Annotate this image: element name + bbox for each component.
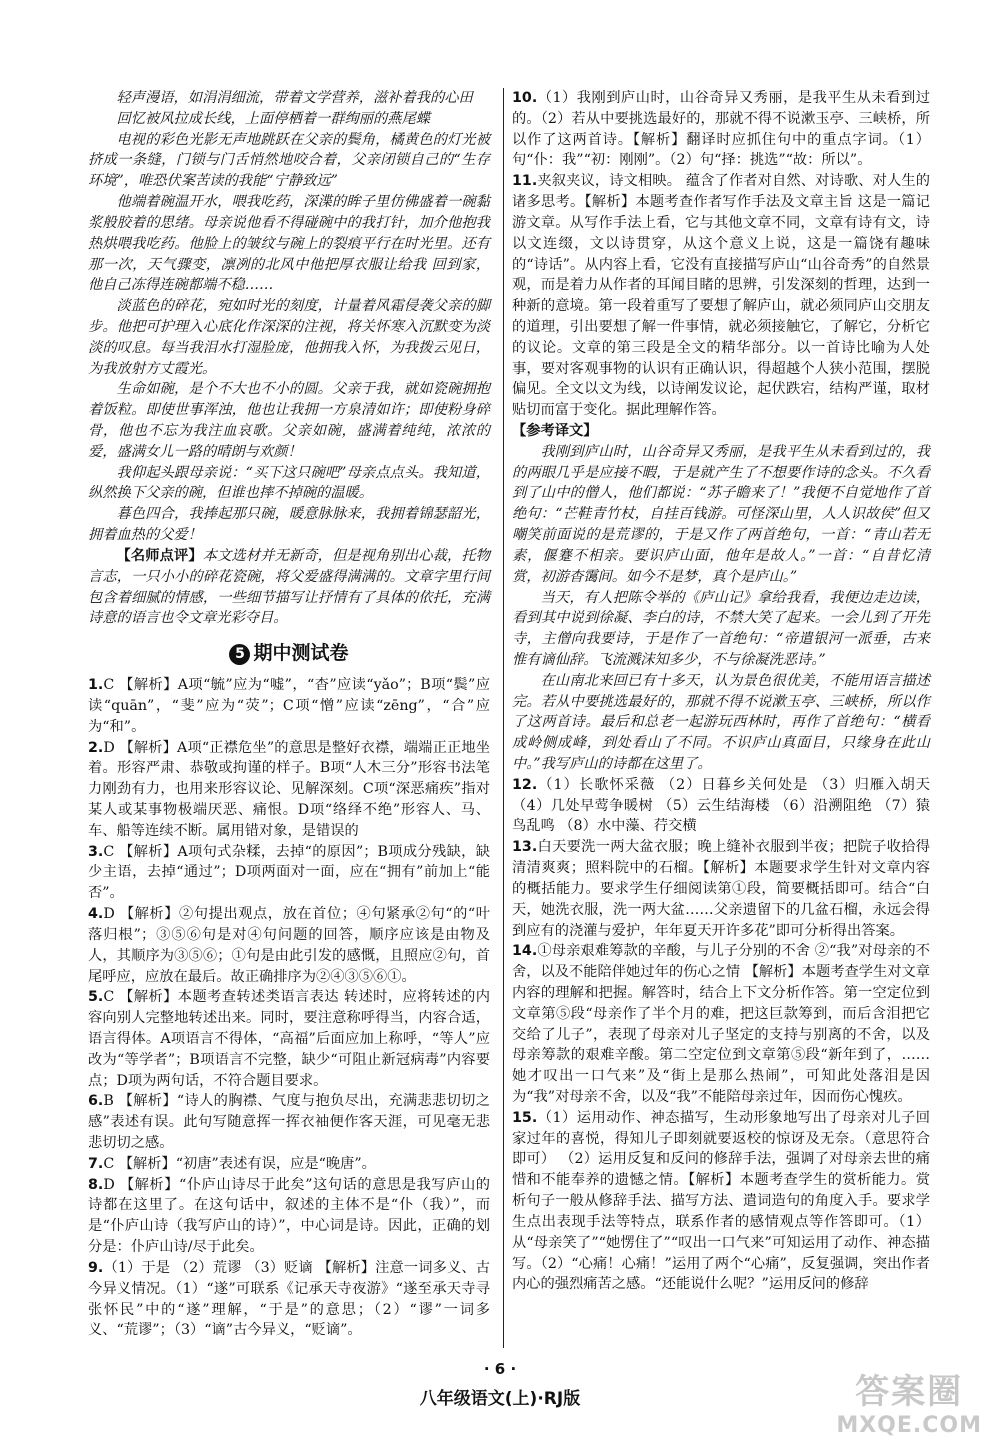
answer-item: [512, 941, 930, 1108]
answer-item: [88, 738, 490, 842]
answer-text: C 【解析】“初唐”表述有误，应是“晚唐”。: [103, 1155, 376, 1172]
answer-number: 14.: [512, 943, 538, 960]
paragraph: 淡蓝色的碎花，宛如时光的刻度，计量着风霜侵袭父亲的脚步。他把可护理入心底化作深深的注视，将关怀寒入沉默变为淡淡的叹息。每当我泪水打湿脸庞，他拥我入怀，为我拨云见日，为我放射方丈霞光。: [88, 298, 490, 377]
answer-list-right-bottom: [512, 775, 930, 1295]
essay: [88, 88, 490, 546]
answer-number: 3.: [88, 843, 104, 860]
answer-list-left: [88, 675, 490, 1341]
answer-number: 9.: [88, 1259, 104, 1276]
answer-number: 11.: [512, 173, 538, 190]
answer-text: D 【解析】“仆庐山诗尽于此矣”这句话的意思是我写庐山的诗都在这里了。在这句话中，叙述的主体不是“仆（我）”，而是“仆庐山诗（我写庐山的诗）”，中心词是诗。因此，正确的划分是：仆庐山诗/尽于此矣。: [88, 1176, 490, 1256]
reference-translation: [512, 442, 930, 775]
paragraph: 电视的彩色光影无声地跳跃在父亲的鬓角，橘黄色的灯光被挤成一条缝，门锁与门舌悄然地咬合着，父亲闭锁自己的“生存环境”，唯恐伏案苦读的我能“宁静致远”: [88, 131, 490, 190]
answer-item: [88, 842, 490, 904]
answer-text: ①母亲艰难筹款的辛酸，与儿子分别的不舍 ②“我”对母亲的不舍，以及不能陪伴她过年的伤心之情 【解析】本题考查学生对文章内容的理解和把握。解答时，结合上下文分析作答。第一空定位到文章第⑤段“母亲作了半个月的难，把这巨款筹到，而后含泪把它交给了儿子”，表现了母亲对儿子坚定的支持与别离的不舍，以及母亲筹款的艰难辛酸。第二空定位到文章第⑤段“新年到了，……她才叹出一口气来”及“街上是那么热闹”，可知此处落泪是因为“我”对母亲不舍，以及“我”不能陪母亲过年，因而伤心愧疚。: [512, 943, 930, 1105]
answer-number: 13.: [512, 839, 538, 856]
answer-item: [88, 1154, 490, 1175]
watermark: [836, 1364, 982, 1438]
left-column: [88, 88, 490, 1341]
answer-text: （1）我刚到庐山时，山谷奇异又秀丽，是我平生从未看到过的。（2）若从中要挑选最好的，那就不得不说漱玉亭、三峡桥，所以作了这两首诗。【解析】翻译时应抓住句中的重点字词。（1）句“仆：我”“初：刚刚”。（2）句“择：挑选”“故：所以”。: [512, 90, 930, 169]
answer-text: （1）运用动作、神态描写，生动形象地写出了母亲对儿子回家过年的喜悦，得知儿子即刻就要返校的惊讶及无奈。（意思符合即可） （2）运用反复和反问的修辞手法，强调了对母亲去世的痛惜和不能奉养的遗憾之情。【解析】本题考查学生的赏析能力。赏析句子一般从修辞手法、描写方法、遣词造句的角度入手。要求学生点出表现手法等特点，联系作者的感情观点等作答即可。（1）从“母亲笑了”“她愣住了”“叹出一口气来”可知运用了动作、神态描写。（2）“心痛！心痛！”运用了两个“心痛”，反复强调，突出作者内心的强烈痛苦之感。“还能说什么呢？”运用反问的修辞: [512, 1109, 930, 1293]
column-divider: [503, 88, 504, 1348]
answer-text: C 【解析】A项句式杂糅，去掉“的原因”；B项成分残缺，缺少主语，去掉“通过”；D项两面对一面，应在“拥有”前加上“能否”。: [88, 843, 490, 902]
book-title: 八年级语文(上)·RJ版: [419, 1389, 581, 1409]
answer-number: 5.: [88, 989, 104, 1006]
answer-text: C 【解析】本题考查转述类语言表达 转述时，应将转述的内容向别人完整地转述出来。同时，要注意称呼得当，内容合适，语言得体。A项语言不得体，“高福”后面应加上称呼，“等人”应改为“等学者”；B项语言不完整，缺少“可阻止新冠病毒”内容要点；D项为两句话，不符合题目要求。: [88, 989, 490, 1089]
answer-number: 8.: [88, 1176, 104, 1193]
paragraph: 我仰起头跟母亲说：“买下这只碗吧”母亲点点头。我知道，纵然换下父亲的碗，但谁也摔不掉碗的温暖。: [88, 464, 490, 502]
paragraph: 生命如碗，是个不大也不小的圆。父亲于我，就如瓷碗拥抱着饭粒。即使世事浑浊，他也让我拥一方泉清如许；即使粉身碎骨，他也不忘为我注血哀歌。父亲如碗，盛满着纯纯，浓浓的爱，盛满女儿一路的晴朗与欢颜！: [88, 381, 490, 460]
answer-item: [88, 987, 490, 1091]
answer-item: [88, 904, 490, 987]
answer-number: 15.: [512, 1109, 538, 1126]
answer-text: B 【解析】“诗人的胸襟、气度与抱负尽出，充满悲悲切切之感”表述有误。此句写随意挥一挥衣袖便作客天涯，可见毫无悲悲切切之感。: [88, 1093, 490, 1151]
paragraph: 当天，有人把陈令举的《庐山记》拿给我看，我便边走边读，看到其中说到徐凝、李白的诗，不禁大笑了起来。一会儿到了开先寺，主僧向我要诗，于是作了一首绝句：“帝遣银河一派垂，古来惟有谪仙辞。飞流溅沫知多少，不与徐凝洗恶诗。”: [512, 589, 930, 668]
answer-text: （1）于是 （2）荒谬 （3）贬谪 【解析】注意一词多义、古今异义情况。（1）“遂”可联系《记承天寺夜游》“遂至承天寺寻张怀民”中的“遂”理解，“于是”的意思；（2）“谬”一词多义、“荒谬”；（3）“谪”古今异义，“贬谪”。: [88, 1259, 490, 1339]
paragraph: 轻声漫语，如涓涓细流，带着文学营养，滋补着我的心田: [116, 90, 473, 106]
answer-number: 1.: [88, 677, 104, 694]
answer-item: [512, 88, 930, 171]
answer-number: 12.: [512, 776, 538, 793]
answer-number: 10.: [512, 90, 538, 106]
teacher-comment-text: 本文选材并无新奇，但是视角别出心裁，托物言志，一只小小的碎花瓷碗，将父爱盛得满满的。文章字里行间包含着细腻的情感，一些细节描写让抒情有了具体的依托，充满诗意的语言也令文章光彩夺目。: [88, 547, 490, 627]
answer-item: [88, 1175, 490, 1258]
section-title: 期中测试卷: [253, 642, 349, 665]
answer-item: [512, 1108, 930, 1295]
right-column: [512, 88, 930, 1295]
page-number: · 6 ·: [483, 1360, 517, 1378]
paragraph: 暮色四合，我捧起那只碗，暖意脉脉来，我拥着锦瑟韶光，拥着血热的父爱！: [88, 506, 490, 544]
answer-item: [512, 837, 930, 941]
watermark-logo: 答案圈: [855, 1372, 964, 1412]
answer-text: D 【解析】A项“正襟危坐”的意思是整好衣襟，端端正正地坐着。形容严肃、恭敬或拘谨的样子。B项“人木三分”形容书法笔力刚劲有力，也用来形容议论、见解深刻。C项“深恶痛疾”指对某人或某事物极端厌恶、痛恨。D项“络绎不绝”形容人、马、车、船等连续不断。属用错对象，是错误的: [88, 739, 490, 839]
answer-item: [512, 171, 930, 421]
answer-number: 6.: [88, 1093, 104, 1110]
answer-item: [88, 1091, 490, 1153]
answer-text: C 【解析】A项“毓”应为“嘘”，“杳”应读“yǎo”；B项“鬓”应读“quān”，“斐”应为“荧”；C项“憎”应读“zēng”，“合”应为“和”。: [88, 677, 490, 735]
paragraph: 回忆被风拉成长线，上面停栖着一群绚丽的燕尾蝶: [116, 110, 431, 127]
answer-number: 7.: [88, 1155, 104, 1172]
teacher-comment-label: 【名师点评】: [116, 547, 203, 564]
answer-text: 白天要洗一两大盆衣服；晚上缝补衣服到半夜；把院子收拾得清清爽爽；照料院中的石榴。【解析】本题要求学生针对文章内容的概括能力。要求学生仔细阅读第①段，简要概括即可。结合“白天，她洗衣服，洗一两大盆……父亲遗留下的几盆石榴，永远会得到应有的浇灌与爱护，年年夏天开许多花”即可分析得出答案。: [512, 839, 930, 939]
answer-item: [88, 675, 490, 737]
paragraph: 他端着碗温开水，喂我吃药，深渫的眸子里仿佛盛着一碗黏浆般胶着的思绪。母亲说他看不得碰碗中的我打针，加介他抱我热烘喂我吃药。他脸上的皱纹与碗上的裂痕平行在时光里。还有那一次，天气骤变，凛冽的北风中他把厚衣服让给我 回到家，他自己冻得连碗都端不稳……: [88, 194, 490, 294]
answer-text: 夹叙夹议，诗文相映。 蕴含了作者对自然、对诗歌、对人生的诸多思考。【解析】本题考查作者写作手法及文章主旨 这是一篇记游文章。从写作手法上看，它与其他文章不同，文章有诗有文，诗以文连缀，文以诗贯穿，从这个意义上说，这是一篇饶有趣味的“诗话”。从内容上看，它没有直接描写庐山“山谷奇秀”的自然景观，而是着力从作者的耳闻目睹的思辨，引发深刻的哲理，达到一种新的意境。第一段着重写了要想了解庐山，就必须同庐山交朋友的道理，引出要想了解一件事情，就必须接触它，了解它，分析它的议论。文章的第三段是全文的精华部分。以一首诗比喻为人处事，要对客观事物的认识有正确认识，得超越个人狭小范围，摆脱偏见。全文以文为线，以诗阐发议论，起伏跌宕，结构严谨，取材贴切而富于变化。据此理解作答。: [512, 173, 930, 419]
answer-item: [88, 1258, 490, 1341]
teacher-comment: [88, 546, 490, 629]
answer-item: [512, 775, 930, 837]
answer-text: （1）长歌怀采薇 （2）日暮乡关何处是 （3）归雁入胡天 （4）几处早莺争暖树 （5）云生结海楼 （6）沿溯阻绝 （7）猿鸟乱鸣 （8）水中藻、荇交横: [512, 776, 930, 835]
paragraph: 在山南北来回已有十多天，认为景色很优美，不能用语言描述完。若从中要挑选最好的，那就不得不说漱玉亭、三峡桥，所以作了这两首诗。最后和总老一起游玩西林时，再作了首绝句：“横看成岭侧成峰，到处看山了不同。不识庐山真面目，只缘身在此山中。”我写庐山的诗都在这里了。: [512, 672, 930, 772]
section-heading: [88, 643, 490, 665]
answer-number: 4.: [88, 906, 104, 923]
watermark-url: MXQE.COM: [836, 1413, 982, 1438]
answer-text: D 【解析】②句提出观点，放在首位；④句紧承②句“的“叶落归根”；③⑤⑥句是对④句问题的回答，顺序应该是由物及人，其顺序为③⑤⑥；①句是由此引发的感慨，且照应②句，首尾呼应，应放在最后。故正确排序为②④③⑤⑥①。: [88, 906, 490, 985]
paragraph: 我刚到庐山时，山谷奇异又秀丽，是我平生从未看到过的，我的两眼几乎是应接不暇，于是就产生了不想要作诗的念头。不久看到了山中的僧人，他们都说：“苏子瞻来了！”我便不自觉地作了首绝句：“芒鞋青竹杖，自挂百钱游。可怪深山里，人人识故侯”但又嘲笑前面说的是荒谬的，于是又作了两首绝句，一首：“青山若无素，偃蹇不相亲。要识庐山面，他年是故人。”一首：“自昔忆清赏，初游杳霭间。如今不是梦，真个是庐山。”: [512, 443, 930, 585]
answer-number: 2.: [88, 739, 104, 756]
section-number-badge: 5: [229, 644, 250, 665]
answer-list-right-top: [512, 88, 930, 421]
reference-translation-label: 【参考译文】: [512, 423, 598, 439]
